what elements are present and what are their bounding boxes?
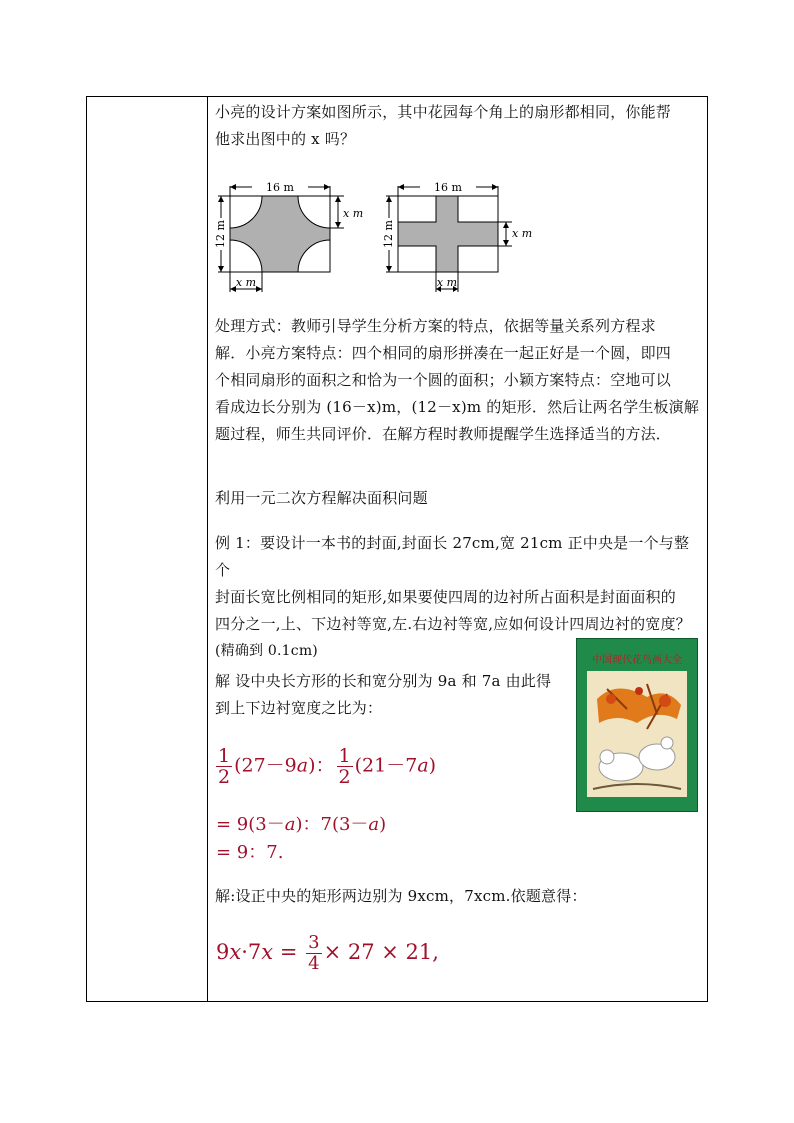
method-line-1: 处理方式：教师引导学生分析方案的特点，依据等量关系列方程求 [215,317,656,335]
ratio-equation-step-2: = 9(3－a)：7(3－a) [216,814,387,835]
book-cover-illustration [577,639,697,811]
figure-sector-design [210,176,370,296]
fig1-width-label: 16 m [266,181,294,194]
method-paragraph [215,313,703,448]
section-title: 利用一元二次方程解决面积问题 [215,489,428,507]
fig1-x-label-right: x m [343,207,364,220]
intro-line-1: 小亮的设计方案如图所示，其中花园每个角上的扇形都相同，你能帮 [215,103,672,121]
fig1-x-label-bottom: x m [235,276,257,289]
solution-1-line-1: 解 设中央长方形的长和宽分别为 9a 和 7a 由此得 [215,672,552,690]
intro-paragraph [215,99,703,153]
example-line-4: (精确到 0.1cm) [215,643,318,659]
example-line-3: 四分之一,上、下边衬等宽,左.右边衬等宽,应如何设计四周边衬的宽度？ [215,615,691,633]
fig2-height-label: 12 m [382,220,395,248]
example-line-1: 例 1：要设计一本书的封面,封面长 27cm,宽 21cm 正中央是一个与整个 [215,534,690,579]
solution-2-line-1: 解:设正中央的矩形两边别为 9xcm，7xcm.依题意得： [215,887,587,905]
ratio-equation: $\frac{1}{2}$ (27－9a)： $\frac{1}{2}$ (21－7a) [218,745,437,788]
fig2-width-label: 16 m [434,181,462,194]
fig2-x-label-bottom: x m [436,276,458,289]
fig1-height-label: 12 m [214,220,227,248]
solution-1-line-2: 到上下边衬宽度之比为： [215,699,383,717]
area-equation: 9x·7x = $\frac{3}{4}$ × 27 × 21, [216,932,439,974]
solution-2-paragraph [215,883,703,910]
intro-line-2: 他求出图中的 x 吗？ [215,130,356,148]
table-column-divider [207,96,208,1002]
fraction-half-1: $\frac{1}{2}$ [218,745,231,788]
method-line-5: 题过程，师生共同评价．在解方程时教师提醒学生选择适当的方法． [215,425,672,443]
method-line-3: 个相同扇形的面积之和恰为一个圆的面积；小颖方案特点：空地可以 [215,371,672,389]
fig2-x-label-right: x m [512,227,533,240]
book-cover-image [576,638,698,812]
example-line-2: 封面长宽比例相同的矩形,如果要使四周的边衬所占面积是封面面积的 [215,588,676,606]
figure-cross-design [378,176,548,296]
method-line-2: 解．小亮方案特点：四个相同的扇形拼凑在一起正好是一个圆，即四 [215,344,672,362]
book-cover-title: 中国现代花鸟画大全 [592,655,682,666]
fraction-half-2: $\frac{1}{2}$ [338,745,351,788]
fraction-three-quarters: $\frac{3}{4}$ [308,932,320,974]
solution-1-paragraph [215,668,570,722]
ratio-equation-step-3: = 9：7. [216,842,284,863]
method-line-4: 看成边长分别为 (16－x)m，(12－x)m 的矩形．然后让两名学生板演解 [215,398,700,416]
